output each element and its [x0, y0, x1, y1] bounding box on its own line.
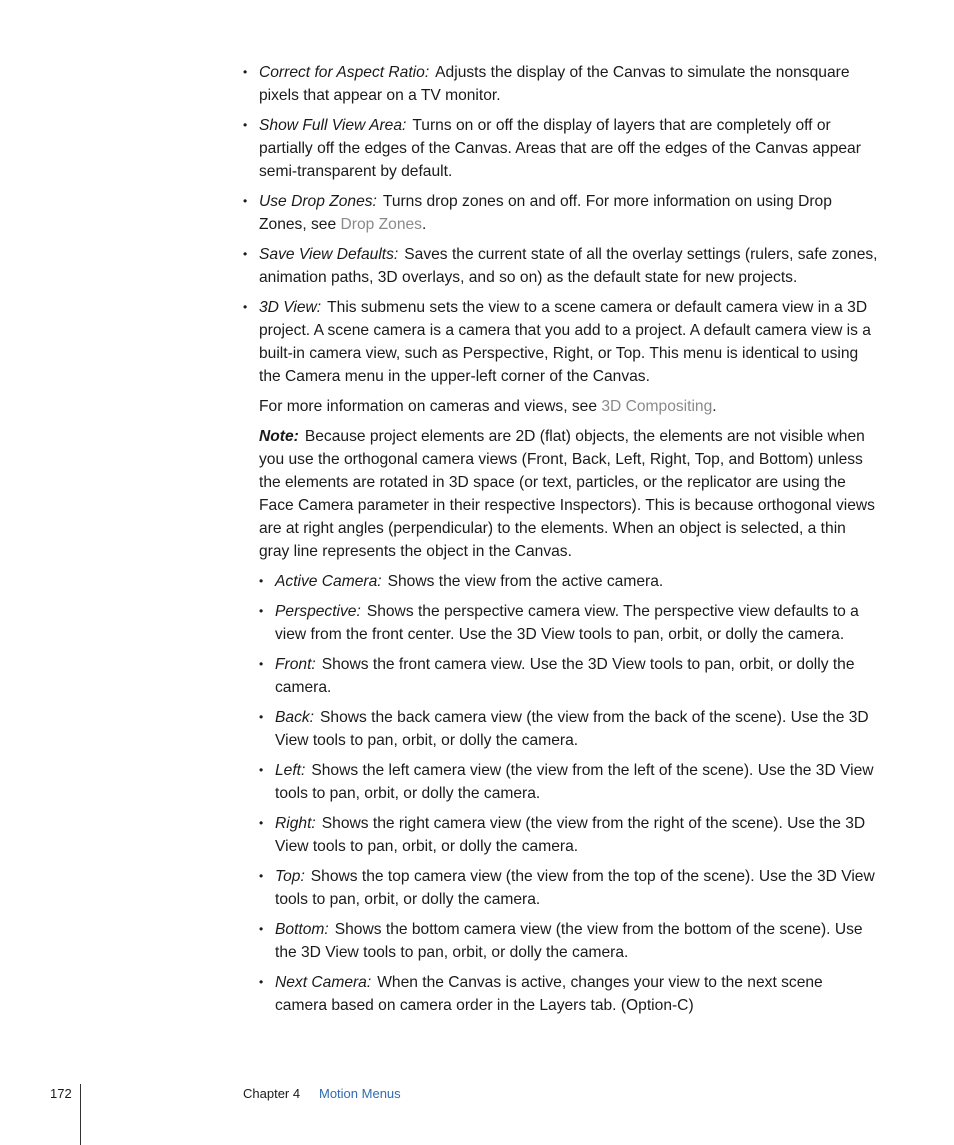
item-text: Adjusts the display of the Canvas to simulate the nonsquare pixels that appear on a TV monitor. — [259, 64, 850, 104]
item-text-after: . — [421, 216, 427, 233]
item-text: Shows the bottom camera view (the view from the bottom of the scene). Use the 3D View tools to pan, orbit, or dolly the camera. — [275, 921, 863, 961]
chapter-title-link[interactable]: Motion Menus — [319, 1086, 401, 1101]
bullet: • — [243, 300, 248, 314]
item-term: Back: — [275, 709, 314, 726]
bullet: • — [259, 657, 264, 671]
item-text: Shows the back camera view (the view from the back of the scene). Use the 3D View tools to pan, orbit, or dolly the camera. — [275, 709, 869, 749]
item-term: Top: — [275, 868, 305, 885]
bullet: • — [259, 763, 264, 777]
bullet: • — [259, 574, 264, 588]
sub-list-item — [259, 918, 879, 964]
bullet: • — [259, 710, 264, 724]
item-text: Shows the right camera view (the view from the right of the scene). Use the 3D View tools to pan, orbit, or dolly the camera. — [275, 815, 866, 855]
bullet: • — [243, 194, 248, 208]
item-term: Show Full View Area: — [259, 117, 407, 134]
item-term: Left: — [275, 762, 306, 779]
item-text: This submenu sets the view to a scene camera or default camera view in a 3D project. A scene camera is a camera that you add to a project. A default camera view is a built-in camera view, such as Perspective, Right, or Top. This menu is identical to using the Camera menu in the upper-left corner of the Canvas. — [259, 299, 871, 385]
item-text: Shows the view from the active camera. — [387, 573, 664, 590]
bullet: • — [259, 869, 264, 883]
footer-divider — [80, 1084, 81, 1145]
sub-list-item — [259, 570, 879, 593]
item-text: When the Canvas is active, changes your view to the next scene camera based on camera order in the Layers tab. (Option-C) — [275, 974, 823, 1014]
sub-list-item — [259, 706, 879, 752]
sub-list-item — [259, 653, 879, 699]
item-term: Front: — [275, 656, 316, 673]
list-item — [243, 190, 879, 236]
list-item — [243, 61, 879, 107]
item-term: Perspective: — [275, 603, 361, 620]
sub-list-item — [259, 971, 879, 1017]
note-label: Note: — [259, 428, 299, 445]
item-term: Bottom: — [275, 921, 329, 938]
item-text: Saves the current state of all the overlay settings (rulers, safe zones, animation paths, 3D overlays, and so on) as the default state for new projects. — [259, 246, 878, 286]
item-text: Shows the top camera view (the view from the top of the scene). Use the 3D View tools to pan, orbit, or dolly the camera. — [275, 868, 875, 908]
bullet: • — [259, 816, 264, 830]
list-item — [243, 243, 879, 289]
bullet: • — [243, 247, 248, 261]
item-term: Use Drop Zones: — [259, 193, 377, 210]
sub-list-item — [259, 865, 879, 911]
item-text: Turns on or off the display of layers that are completely off or partially off the edges of the Canvas. Areas that are off the edges of the Canvas appear semi-transparent by default. — [259, 117, 861, 180]
list-item — [243, 114, 879, 183]
page-content — [243, 61, 879, 1024]
item-text: Shows the front camera view. Use the 3D View tools to pan, orbit, or dolly the camera. — [275, 656, 855, 696]
more-info-paragraph — [243, 395, 879, 418]
sub-list-item — [259, 812, 879, 858]
item-term: Next Camera: — [275, 974, 372, 991]
sub-list-item — [259, 600, 879, 646]
bullet: • — [243, 118, 248, 132]
more-info-after: . — [712, 398, 717, 415]
page-number: 172 — [50, 1086, 72, 1101]
bullet: • — [259, 604, 264, 618]
item-text: Shows the perspective camera view. The perspective view defaults to a view from the front center. Use the 3D View tools to pan, orbit, or dolly the camera. — [275, 603, 859, 643]
drop-zones-link[interactable]: Drop Zones — [340, 216, 422, 233]
item-term: Right: — [275, 815, 316, 832]
note-paragraph — [243, 425, 879, 563]
bullet: • — [259, 922, 264, 936]
sub-list-item — [259, 759, 879, 805]
bullet: • — [259, 975, 264, 989]
item-term: Save View Defaults: — [259, 246, 399, 263]
list-item — [243, 296, 879, 388]
item-term: 3D View: — [259, 299, 322, 316]
item-text: Shows the left camera view (the view from the left of the scene). Use the 3D View tools to pan, orbit, or dolly the camera. — [275, 762, 874, 802]
item-text: Turns drop zones on and off. For more information on using Drop Zones, see — [259, 193, 832, 233]
note-text: Because project elements are 2D (flat) objects, the elements are not visible when you use the orthogonal camera views (Front, Back, Left, Right, Top, and Bottom) unless the elements are rotated in 3D space (or text, particles, or the replicator are using the Face Camera parameter in their respective Inspectors). This is because orthogonal views are at right angles (perpendicular) to the elements. When an object is selected, a thin gray line represents the object in the Canvas. — [259, 428, 875, 560]
chapter-label: Chapter 4 — [243, 1086, 301, 1101]
bullet: • — [243, 65, 248, 79]
item-term: Active Camera: — [275, 573, 382, 590]
item-term: Correct for Aspect Ratio: — [259, 64, 430, 81]
more-info-text: For more information on cameras and views, see — [259, 398, 602, 415]
3d-compositing-link[interactable]: 3D Compositing — [601, 398, 713, 415]
